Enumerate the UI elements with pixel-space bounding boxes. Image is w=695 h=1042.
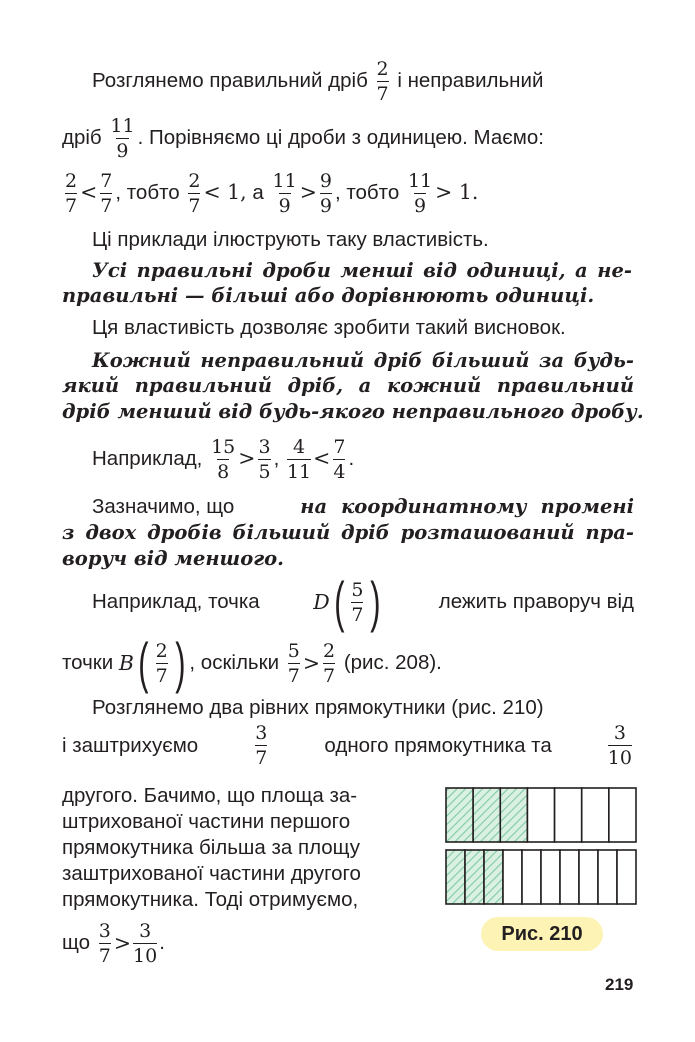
- unshaded-part: [522, 850, 541, 904]
- rule2-line3: дріб менший від будь-якого неправильного дробу.: [62, 400, 644, 423]
- rule-word: за: [539, 349, 565, 372]
- shaded-part: [465, 850, 484, 904]
- p4-line2: [62, 521, 634, 545]
- p3: Ця властивість дозволяє зробити такий висновок.: [92, 316, 566, 339]
- p4-line3: воруч від меншого.: [62, 547, 284, 570]
- fraction: $\frac{9}{9}$: [319, 170, 332, 217]
- p5-last-line: що $\frac{3}{7}$ > $\frac{3}{10}$ .: [62, 919, 165, 967]
- fraction: $\frac{5}{7}$: [287, 639, 300, 687]
- emphasis-word: з: [62, 521, 75, 544]
- shaded-part: [446, 850, 465, 904]
- fraction: $\frac{15}{8}$: [211, 436, 236, 483]
- unshaded-part: [582, 788, 609, 842]
- rule-word: більший: [431, 349, 530, 372]
- shaded-part: [500, 788, 527, 842]
- rule-word: правильний: [134, 374, 272, 397]
- emphasis-word: на: [300, 495, 328, 518]
- emphasis-word: пра-: [585, 521, 634, 544]
- emphasis-word: більший: [232, 521, 331, 544]
- unshaded-part: [598, 850, 617, 904]
- p5-line2: і заштрихуємо $\frac{3}{7}$ одного прямокутника та $\frac{3}{10}$: [62, 722, 632, 769]
- unshaded-part: [555, 788, 582, 842]
- fraction: $\frac{3}{10}$: [607, 722, 632, 769]
- rule2-line1: [92, 349, 634, 373]
- fraction: $\frac{3}{7}$: [98, 919, 111, 967]
- rule-word: від: [423, 259, 457, 282]
- p5-body-4: заштрихованої частини другого: [62, 862, 361, 885]
- rule-word: правильний: [496, 374, 634, 397]
- fraction: $\frac{4}{11}$: [286, 436, 312, 483]
- fraction: $\frac{3}{7}$: [255, 722, 268, 769]
- parenthesized-fraction: ( $\frac{2}{7}$ ): [138, 631, 186, 694]
- rectangle-sevenths: [446, 788, 636, 842]
- rule-word: який: [62, 374, 120, 397]
- fraction: $\frac{11}{9}$: [407, 170, 433, 217]
- rule-word: дроби: [262, 259, 331, 282]
- p1-line2: дріб $\frac{11}{9}$ . Порівняємо ці дроби з одиницею. Маємо:: [62, 115, 544, 162]
- unshaded-part: [527, 788, 554, 842]
- fraction: $\frac{2}{7}$: [188, 170, 201, 217]
- page-number: 219: [605, 975, 634, 994]
- example2-line1: Наприклад, точка D ( $\frac{5}{7}$ ) лежить праворуч від: [92, 570, 634, 633]
- p5-line1: Розглянемо два рівних прямокутники (рис. 210): [92, 696, 544, 719]
- fraction: $\frac{11}{9}$: [272, 170, 297, 217]
- rule-word: а: [358, 374, 372, 397]
- p5-body-5: прямокутника. Тоді отримуємо,: [62, 888, 359, 911]
- example1: Наприклад, $\frac{15}{8}$ > $\frac{3}{5}$ , $\frac{4}{11}$ < $\frac{7}{4}$ .: [92, 436, 355, 483]
- rectangle-tenths: [446, 850, 636, 904]
- rule2-line2: [62, 374, 634, 398]
- fraction: $\frac{3}{10}$: [133, 919, 158, 967]
- shaded-part: [484, 850, 503, 904]
- unshaded-part: [579, 850, 598, 904]
- unshaded-part: [560, 850, 579, 904]
- p1-line1: Розглянемо правильний дріб $\frac{2}{7}$ і неправильний: [92, 58, 544, 105]
- fraction: $\frac{7}{4}$: [333, 436, 346, 483]
- rule-word: не-: [597, 259, 632, 282]
- p2: Ці приклади ілюструють таку властивість.: [92, 228, 489, 251]
- rule-word: одиниці,: [466, 259, 566, 282]
- p5-body-2: штрихованої частини першого: [62, 810, 351, 833]
- rule1-line2: правильні — більші або дорівнюють одиниці.: [62, 284, 595, 307]
- p4-line1: Зазначимо, що на координатному промені: [92, 495, 634, 518]
- emphasis-word: двох: [85, 521, 137, 544]
- comparison-line: $\frac{2}{7}$ < $\frac{7}{7}$ , тобто $\frac{2}{7}$ < 1, а $\frac{11}{9}$ > $\frac{9}{9}$ , тобто $\frac{11}{9}$ > 1.: [65, 170, 479, 217]
- rule-word: правильні: [136, 259, 253, 282]
- p5-body-1: другого. Бачимо, що площа за-: [62, 784, 358, 807]
- figure-caption: Рис. 210: [481, 917, 603, 951]
- emphasis-word: дріб: [341, 521, 390, 544]
- emphasis-word: промені: [540, 495, 634, 518]
- rule-word: менші: [340, 259, 414, 282]
- unshaded-part: [503, 850, 522, 904]
- rule-word: дріб: [373, 349, 423, 372]
- rule-word: Кожний: [92, 349, 191, 372]
- parenthesized-fraction: ( $\frac{5}{7}$ ): [333, 570, 381, 633]
- rule-word: неправильний: [200, 349, 365, 372]
- unshaded-part: [617, 850, 636, 904]
- fraction: $\frac{2}{7}$: [65, 170, 78, 217]
- fraction: $\frac{2}{7}$: [376, 58, 389, 105]
- figure-210-rectangles: [443, 785, 639, 909]
- emphasis-word: координатному: [341, 495, 527, 518]
- fraction: $\frac{2}{7}$: [323, 639, 336, 687]
- rule1-line1: [92, 259, 632, 283]
- rule-word: дріб,: [287, 374, 344, 397]
- shaded-part: [446, 788, 473, 842]
- p5-body-3: прямокутника більша за площу: [62, 836, 361, 859]
- rule-word: а: [575, 259, 588, 282]
- rule-word: кожний: [386, 374, 482, 397]
- shaded-part: [473, 788, 500, 842]
- rule-word: будь-: [573, 349, 634, 372]
- fraction: $\frac{7}{7}$: [100, 170, 113, 217]
- emphasis-word: дробів: [147, 521, 222, 544]
- example2-line2: точки B ( $\frac{2}{7}$ ) , оскільки $\frac{5}{7}$ > $\frac{2}{7}$ (рис. 208).: [62, 631, 442, 694]
- unshaded-part: [541, 850, 560, 904]
- fraction: $\frac{11}{9}$: [110, 115, 135, 162]
- rule-word: Усі: [92, 259, 128, 282]
- unshaded-part: [609, 788, 636, 842]
- fraction: $\frac{3}{5}$: [258, 436, 271, 483]
- emphasis-word: розташований: [400, 521, 575, 544]
